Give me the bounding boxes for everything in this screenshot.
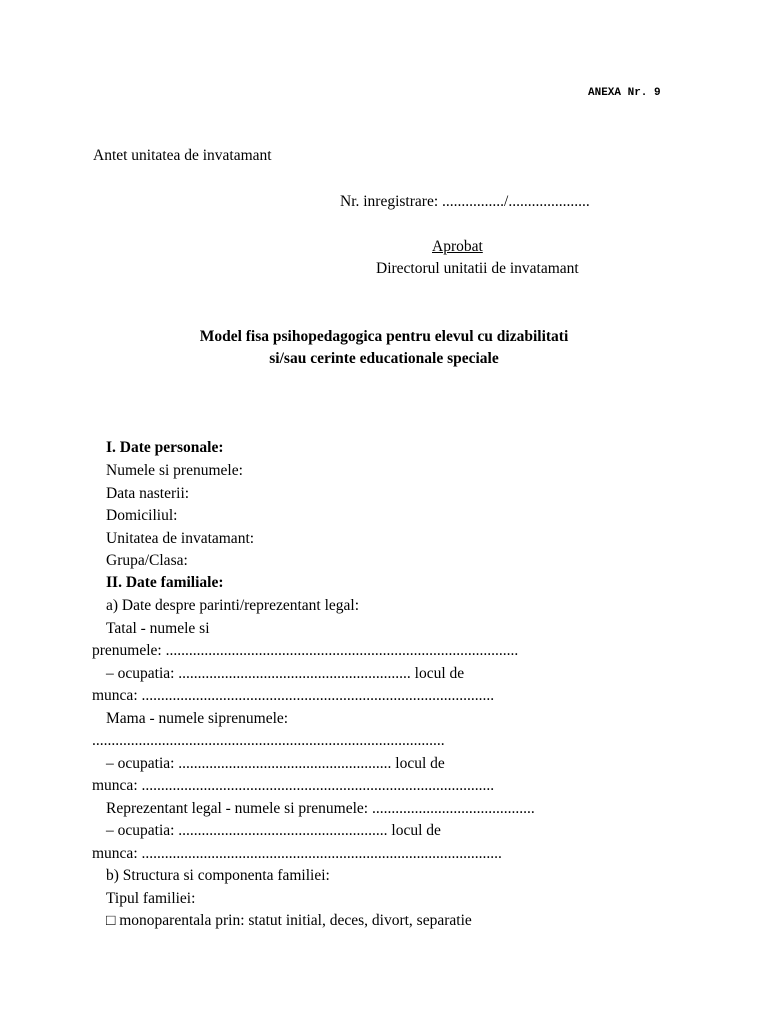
parents-subheading: a) Date despre parinti/reprezentant legal:: [106, 597, 360, 614]
field-address: Domiciliul:: [106, 507, 178, 524]
legal-rep-name-field: Reprezentant legal - numele si prenumele: ..........................................: [106, 800, 535, 817]
checkbox-icon: □: [106, 912, 116, 929]
field-name: Numele si prenumele:: [106, 462, 243, 479]
document-title-line1: Model fisa psihopedagogica pentru elevul cu dizabilitati: [199, 328, 569, 345]
registration-number: Nr. inregistrare: ................/.....................: [340, 193, 590, 210]
annex-number: ANEXA Nr. 9: [588, 87, 661, 99]
approved-label: Aprobat: [432, 238, 483, 255]
mother-workplace-field: munca: ...........................................................................................: [92, 777, 495, 794]
mother-name-field: ...........................................................................................: [92, 732, 445, 749]
section-family-heading: II. Date familiale:: [106, 574, 224, 591]
field-birth-date: Data nasterii:: [106, 485, 190, 502]
field-school: Unitatea de invatamant:: [106, 530, 255, 547]
single-parent-option: [106, 913, 472, 929]
family-structure-subheading: b) Structura si componenta familiei:: [106, 867, 330, 884]
field-group: Grupa/Clasa:: [106, 552, 188, 569]
father-name-label: Tatal - numele si: [106, 620, 210, 637]
single-parent-label: monoparentala prin: statut initial, deces, divort, separatie: [119, 912, 472, 929]
document-title-line2: si/sau cerinte educationale speciale: [269, 350, 499, 367]
mother-occupation-field: – ocupatia: ....................................................... locul de: [106, 755, 445, 772]
institution-header: Antet unitatea de invatamant: [93, 147, 272, 164]
legal-rep-occupation-field: – ocupatia: ...................................................... locul de: [106, 822, 441, 839]
father-occupation-field: – ocupatia: ............................................................ locul de: [106, 665, 465, 682]
director-label: Directorul unitatii de invatamant: [376, 260, 579, 277]
mother-name-label: Mama - numele siprenumele:: [106, 710, 289, 727]
father-name-field: prenumele: ...........................................................................................: [92, 642, 519, 659]
father-workplace-field: munca: ...........................................................................................: [92, 687, 495, 704]
section-personal-heading: I. Date personale:: [106, 439, 224, 456]
legal-rep-workplace-field: munca: .............................................................................................: [92, 845, 502, 862]
family-type-label: Tipul familiei:: [106, 890, 196, 907]
